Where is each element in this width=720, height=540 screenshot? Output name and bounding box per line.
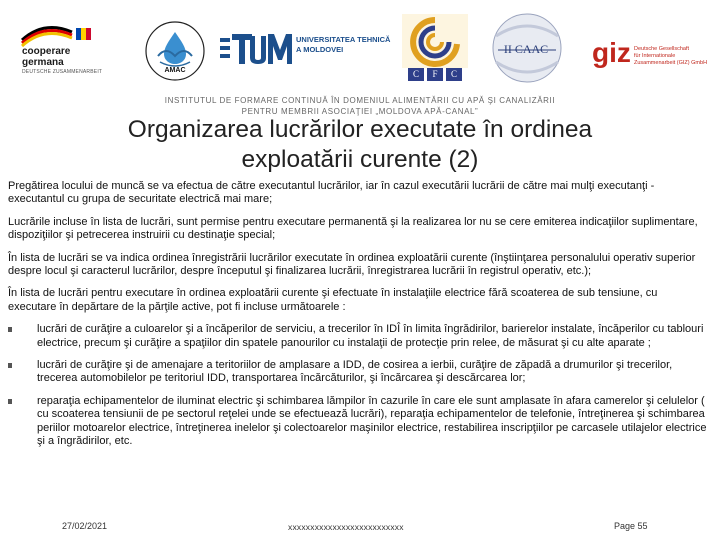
utm-logo-line2: A MOLDOVEI — [296, 45, 344, 54]
paragraph: În lista de lucrări se va indica ordinea înregistrării lucrărilor executate în ordinea exploatării curente (înştiinţarea personalului operativ superior despre locul şi caracterul lucrărilor, despre începutul şi finalizarea lucrării, înregistrarea lucrării în registrul operativ, etc.); — [8, 251, 696, 278]
paragraph: Pregătirea locului de muncă se va efectua de către executantul lucrărilor, iar în cazul executării lucrării de către mai mulţi executanţi - executantul cu grupa de securitate electrică mai mare; — [8, 180, 655, 206]
bullet-text: lucrări de curăţire şi de amenajare a teritoriilor de amplasare a IDD, de cosirea a ierbii, curăţire de zăpadă a drumurilor şi trecerilor, trecerea automobilelor pe teritoriul IDD, transportarea încărcăturilor, şi încărcarea şi descărcarea lor; — [37, 359, 673, 385]
institute-header — [140, 95, 580, 117]
footer-page-number: Page 55 — [614, 521, 648, 531]
utm-logo — [220, 28, 391, 70]
paragraph: În lista de lucrări pentru executare în ordinea exploatării curente şi efectuate în instalaţiile electrice fără scoaterea de sub tensiune, cu executare în depărtare de la părţile active, pot fi incluse următoarele : — [8, 287, 658, 313]
giz-logo — [590, 38, 710, 76]
utm-logo-line1: UNIVERSITATEA TEHNICĂ — [296, 35, 391, 44]
coop-logo-text: cooperare germana — [22, 46, 71, 68]
giz-logo-word: giz — [592, 37, 631, 68]
bullet-item — [8, 359, 708, 386]
germany-moldova-flags-icon — [14, 18, 94, 48]
bullet-marker-icon — [8, 363, 12, 368]
giz-caption-line: Zusammenarbeit (GIZ) GmbH — [634, 60, 708, 66]
cfc-emblem-icon — [402, 14, 468, 68]
bullet-marker-icon — [8, 399, 12, 404]
slide-content — [8, 180, 708, 458]
institute-line: PENTRU MEMBRII ASOCIAŢIEI „MOLDOVA APĂ-CANAL” — [241, 107, 479, 116]
caac-logo — [490, 6, 564, 90]
bullet-text: lucrări de curăţire a culoarelor şi a încăperilor de serviciu, a trecerilor în IDÎ în limita îngrădirilor, barierelor instalate, încăperilor cu tablouri electrice, precum şi curăţire a spaţiilor din spatele panourilor cu instalaţii de protecţie prin relee, de măsurat şi cu alte aparate ; — [37, 323, 704, 349]
giz-logo-caption — [634, 46, 707, 67]
cfc-letter: F — [427, 68, 443, 81]
utm-logo-text — [296, 35, 390, 55]
coop-logo-caption: DEUTSCHE ZUSAMMENARBEIT — [22, 69, 103, 75]
slide-title-line: exploatării curente (2) — [241, 146, 479, 173]
slide-title-line: Organizarea lucrărilor executate în ordinea — [127, 116, 593, 143]
cfc-letter: C — [408, 68, 424, 81]
logo-bar — [0, 0, 720, 92]
cooperare-germana-logo — [14, 18, 103, 78]
footer-date: 27/02/2021 — [62, 521, 108, 531]
bullet-marker-icon — [8, 327, 12, 332]
cfc-logo — [402, 14, 468, 84]
footer-placeholder-text: xxxxxxxxxxxxxxxxxxxxxxxxxx — [288, 522, 404, 532]
institute-line: INSTITUTUL DE FORMARE CONTINUĂ ÎN DOMENIUL ALIMENTĂRII CU APĂ ŞI CANALIZĂRII — [164, 96, 556, 105]
bullet-text: reparaţia echipamentelor de iluminat electric şi schimbarea lămpilor în cazurile în care ele sunt amplasate în afara camerelor şi celulelor ( cu scoaterea tensiunii de pe sectorul reţelei unde se efectuează lucrări), reparaţia echipamentelor de telefonie, întreţinerea şi schimbarea periilor motoarelor electrice, întreţinerea inelelor şi colectoarelor maşinilor electrice, restabilirea inscripţiilor pe carcasele utilajelor electrice şi a îngrădirilor, etc. — [37, 394, 707, 448]
bullet-item — [8, 323, 708, 350]
cfc-letter: C — [446, 68, 462, 81]
giz-caption-line: Deutsche Gesellschaft — [634, 46, 690, 52]
giz-caption-line: für Internationale — [634, 53, 676, 59]
slide-title — [60, 115, 660, 175]
bullet-item — [8, 395, 708, 449]
paragraph: Lucrările incluse în lista de lucrări, sunt permise pentru executare permanentă şi la realizarea lor nu se cere emiterea indicaţiilor suplimentare, dispoziţiilor şi petrecerea instruirii cu destinaţie special; — [8, 215, 698, 242]
cfc-letters — [408, 68, 462, 81]
amac-logo — [140, 20, 210, 82]
caac-logo-text: II CAAC — [503, 42, 549, 56]
slide-footer — [0, 516, 720, 540]
amac-logo-text: AMAC — [164, 67, 186, 74]
utm-emblem-icon — [220, 28, 294, 70]
